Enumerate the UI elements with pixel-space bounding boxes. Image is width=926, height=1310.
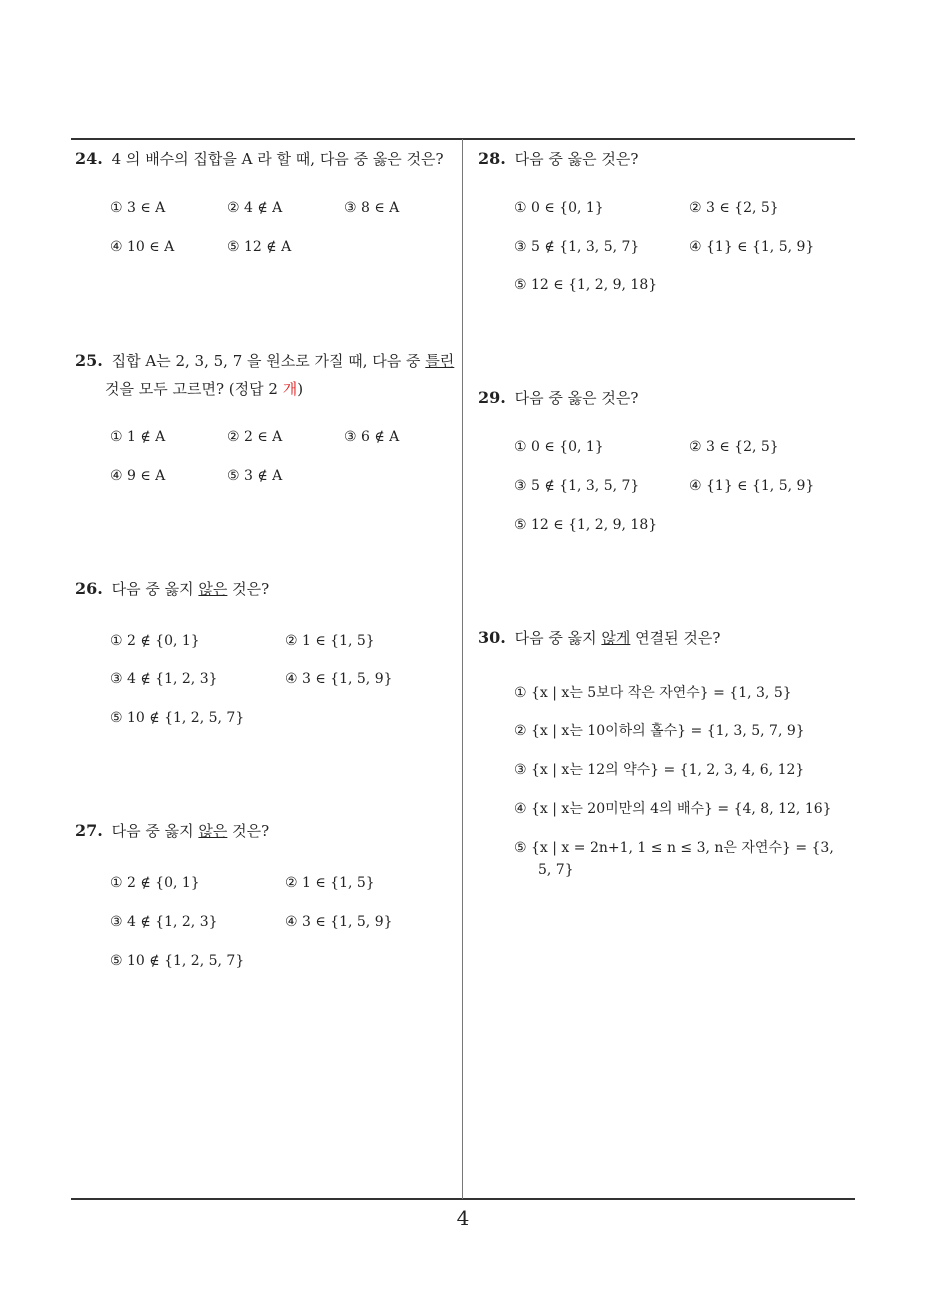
- option-2[interactable]: ② 4 ∉ A: [227, 200, 283, 216]
- underlined-word: 않은: [198, 580, 228, 598]
- question-28: [478, 145, 638, 173]
- option-1[interactable]: ① {x | x는 5보다 작은 자연수} = {1, 3, 5}: [514, 685, 792, 701]
- option-1[interactable]: ① 0 ∈ {0, 1}: [514, 200, 604, 216]
- option-2[interactable]: ② {x | x는 10이하의 홀수} = {1, 3, 5, 7, 9}: [514, 723, 805, 739]
- option-5[interactable]: ⑤ 10 ∉ {1, 2, 5, 7}: [110, 953, 245, 969]
- question-text-line2-end: ): [297, 380, 304, 398]
- question-text: 다음 중 옳지: [514, 629, 602, 647]
- option-5[interactable]: ⑤ 10 ∉ {1, 2, 5, 7}: [110, 710, 245, 726]
- option-2[interactable]: ② 2 ∈ A: [227, 429, 283, 445]
- option-4[interactable]: ④ 9 ∈ A: [110, 468, 166, 484]
- red-word: 개: [282, 380, 298, 398]
- option-3[interactable]: ③ 6 ∉ A: [344, 429, 400, 445]
- option-5[interactable]: ⑤ 12 ∉ A: [227, 239, 292, 255]
- option-3[interactable]: ③ 4 ∉ {1, 2, 3}: [110, 914, 218, 930]
- question-number: 28.: [478, 149, 506, 168]
- question-26: [75, 575, 269, 603]
- option-1[interactable]: ① 2 ∉ {0, 1}: [110, 875, 200, 891]
- option-1[interactable]: ① 1 ∉ A: [110, 429, 166, 445]
- question-text: 다음 중 옳지: [111, 822, 199, 840]
- option-5[interactable]: ⑤ 12 ∈ {1, 2, 9, 18}: [514, 517, 658, 533]
- question-text-line1: 집합 A는 2, 3, 5, 7 을 원소로 가질 때, 다음 중: [111, 352, 421, 370]
- question-number: 24.: [75, 149, 103, 168]
- question-text: 4 의 배수의 집합을 A 라 할 때, 다음 중 옳은 것은?: [111, 150, 444, 168]
- option-4[interactable]: ④ {x | x는 20미만의 4의 배수} = {4, 8, 12, 16}: [514, 801, 832, 817]
- option-3[interactable]: ③ 4 ∉ {1, 2, 3}: [110, 671, 218, 687]
- question-27: [75, 817, 269, 845]
- question-text-end: 것은?: [227, 822, 270, 840]
- option-3[interactable]: ③ 5 ∉ {1, 3, 5, 7}: [514, 239, 640, 255]
- underlined-word: 않은: [198, 822, 228, 840]
- option-3[interactable]: ③ 5 ∉ {1, 3, 5, 7}: [514, 478, 640, 494]
- question-text-line2: 것을 모두 고르면? (정답 2: [105, 380, 283, 398]
- question-24: [75, 145, 444, 173]
- option-5[interactable]: ⑤ 12 ∈ {1, 2, 9, 18}: [514, 277, 658, 293]
- question-29: [478, 384, 638, 412]
- page-number: 4: [456, 1206, 470, 1230]
- question-text: 다음 중 옳은 것은?: [514, 389, 639, 407]
- question-text-end: 것은?: [227, 580, 270, 598]
- option-2[interactable]: ② 1 ∈ {1, 5}: [285, 875, 375, 891]
- option-4[interactable]: ④ 3 ∈ {1, 5, 9}: [285, 914, 393, 930]
- top-rule: [71, 138, 855, 140]
- option-5[interactable]: ⑤ {x | x = 2n+1, 1 ≤ n ≤ 3, n은 자연수} = {3,: [514, 840, 834, 856]
- option-5-continued: 5, 7}: [538, 862, 574, 878]
- option-3[interactable]: ③ 8 ∈ A: [344, 200, 400, 216]
- underlined-word: 않게: [601, 629, 631, 647]
- question-number: 30.: [478, 628, 506, 647]
- option-1[interactable]: ① 0 ∈ {0, 1}: [514, 439, 604, 455]
- column-divider: [462, 139, 463, 1199]
- option-5[interactable]: ⑤ 3 ∉ A: [227, 468, 283, 484]
- option-2[interactable]: ② 1 ∈ {1, 5}: [285, 633, 375, 649]
- option-3[interactable]: ③ {x | x는 12의 약수} = {1, 2, 3, 4, 6, 12}: [514, 762, 805, 778]
- question-text-end: 연결된 것은?: [630, 629, 721, 647]
- question-25: [75, 347, 460, 403]
- question-30: [478, 624, 720, 652]
- option-4[interactable]: ④ {1} ∈ {1, 5, 9}: [689, 239, 815, 255]
- question-number: 29.: [478, 388, 506, 407]
- option-2[interactable]: ② 3 ∈ {2, 5}: [689, 200, 779, 216]
- question-text: 다음 중 옳지: [111, 580, 199, 598]
- option-1[interactable]: ① 3 ∈ A: [110, 200, 166, 216]
- underlined-word: 틀린: [425, 352, 455, 370]
- bottom-rule: [71, 1198, 855, 1200]
- option-4[interactable]: ④ 10 ∈ A: [110, 239, 175, 255]
- question-text: 다음 중 옳은 것은?: [514, 150, 639, 168]
- option-4[interactable]: ④ 3 ∈ {1, 5, 9}: [285, 671, 393, 687]
- question-number: 25.: [75, 351, 103, 370]
- question-number: 27.: [75, 821, 103, 840]
- option-1[interactable]: ① 2 ∉ {0, 1}: [110, 633, 200, 649]
- option-4[interactable]: ④ {1} ∈ {1, 5, 9}: [689, 478, 815, 494]
- question-number: 26.: [75, 579, 103, 598]
- option-2[interactable]: ② 3 ∈ {2, 5}: [689, 439, 779, 455]
